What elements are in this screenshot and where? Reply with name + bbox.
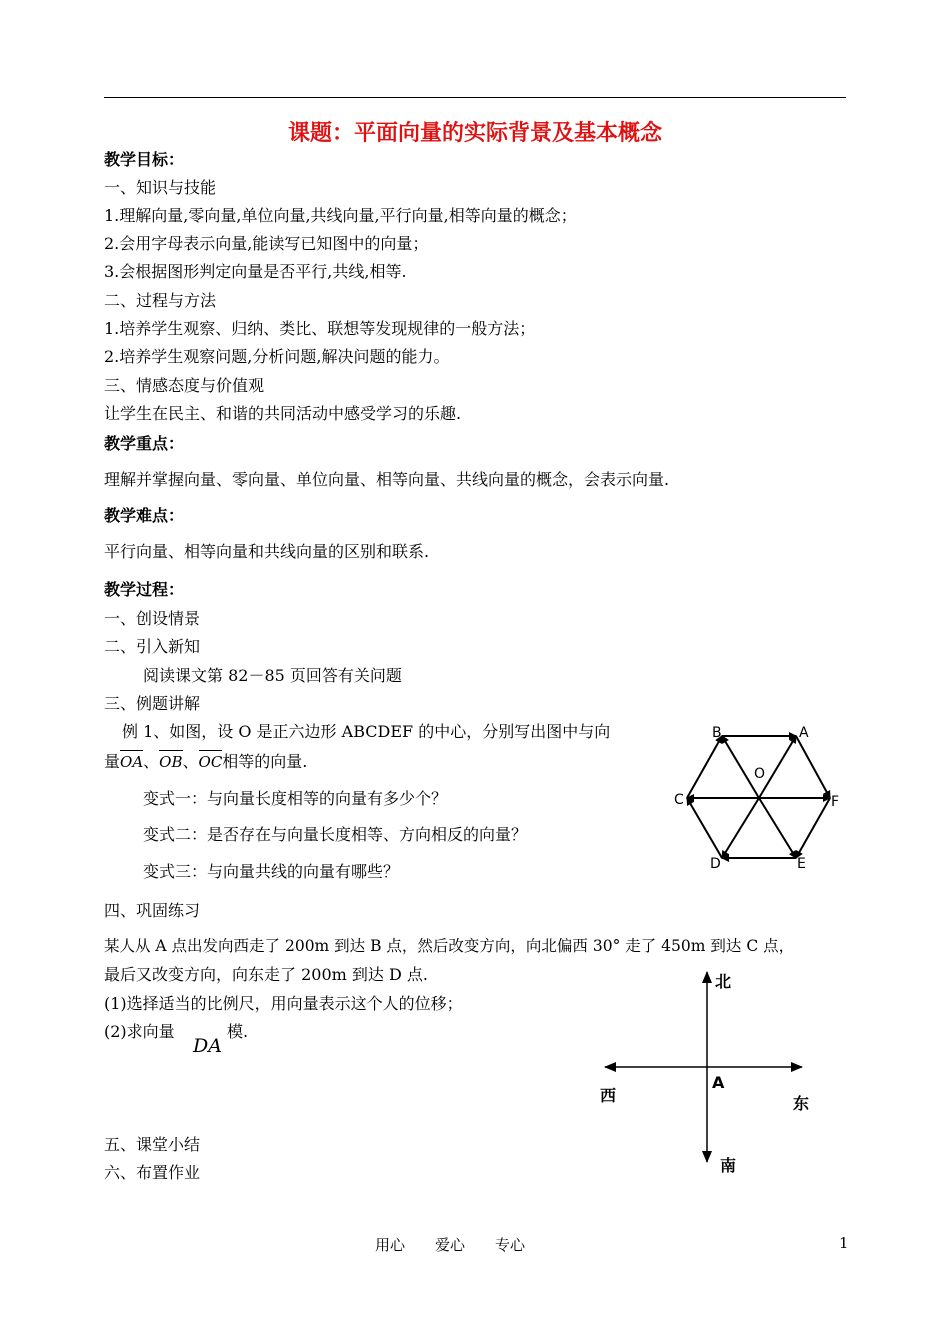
process-5: 五、课堂小结 [104, 1135, 201, 1154]
page-title: 课题：平面向量的实际背景及基本概念 [287, 120, 662, 146]
footer-text: 用心 爱心 专心 [375, 1236, 526, 1254]
vector-da: DA [193, 1035, 222, 1057]
process-2-reading: 阅读课文第 82－85 页回答有关问题 [143, 666, 402, 685]
process-3: 三、例题讲解 [104, 694, 201, 713]
hex-label-d: D [710, 856, 721, 872]
goal-2-2: 2.培养学生观察问题,分析问题,解决问题的能力。 [104, 347, 450, 366]
vector-ob: OB [159, 753, 183, 771]
key-points-text: 理解并掌握向量、零向量、单位向量、相等向量、共线向量的概念，会表示向量. [104, 470, 670, 489]
practice-question-2-suffix: 模. [227, 1022, 249, 1041]
hex-label-c: C [674, 792, 684, 808]
example-1-line-1: 例 1、如图，设 O 是正六边形 ABCDEF 的中心，分别写出图中与向 [122, 722, 611, 741]
vector-oc: OC [198, 753, 223, 771]
goal-2-1: 1.培养学生观察、归纳、类比、联想等发现规律的一般方法； [104, 319, 536, 338]
process-6: 六、布置作业 [104, 1163, 201, 1182]
hexagon-figure [670, 718, 850, 878]
key-points-heading: 教学重点： [104, 434, 185, 453]
process-2: 二、引入新知 [104, 637, 201, 656]
goal-1-1: 1.理解向量,零向量,单位向量,共线向量,平行向量,相等向量的概念； [104, 206, 577, 225]
compass-west: 西 [600, 1086, 617, 1105]
goal-1-3: 3.会根据图形判定向量是否平行,共线,相等. [104, 262, 407, 281]
compass-origin: A [712, 1073, 725, 1092]
goals-heading: 教学目标： [104, 150, 185, 169]
compass-east: 东 [793, 1094, 810, 1113]
practice-line-2: 最后又改变方向，向东走了 200m 到达 D 点. [104, 965, 428, 984]
hex-label-o: O [754, 766, 766, 782]
example-1-suffix: 相等的向量. [222, 752, 308, 771]
practice-question-1: (1)选择适当的比例尺，用向量表示这个人的位移； [104, 994, 463, 1013]
variant-3: 变式三：与向量共线的向量有哪些？ [143, 862, 400, 881]
process-4: 四、巩固练习 [104, 901, 201, 920]
difficulties-heading: 教学难点： [104, 506, 185, 525]
compass-north: 北 [715, 972, 732, 991]
separator: 、 [182, 752, 199, 771]
goal-3-1: 让学生在民主、和谐的共同活动中感受学习的乐趣. [104, 404, 462, 423]
page-number: 1 [839, 1234, 849, 1252]
example-1-line-2 [104, 749, 307, 772]
process-1: 一、创设情景 [104, 609, 201, 628]
difficulties-text: 平行向量、相等向量和共线向量的区别和联系. [104, 542, 430, 561]
hex-label-e: E [797, 856, 806, 872]
section-1-heading: 一、知识与技能 [104, 178, 217, 197]
hex-label-f: F [831, 794, 840, 810]
process-heading: 教学过程： [104, 580, 185, 599]
variant-2: 变式二：是否存在与向量长度相等、方向相反的向量？ [143, 825, 528, 844]
header-rule [104, 97, 846, 98]
hex-label-b: B [712, 725, 722, 741]
section-2-heading: 二、过程与方法 [104, 291, 217, 310]
section-3-heading: 三、情感态度与价值观 [104, 376, 265, 395]
practice-line-1: 某人从 A 点出发向西走了 200m 到达 B 点，然后改变方向，向北偏西 30° 走了 450m 到达 C 点， [104, 937, 795, 955]
compass-figure [600, 970, 840, 1180]
vector-oa: OA [120, 753, 144, 771]
practice-question-2: (2)求向量 [104, 1022, 175, 1041]
variant-1: 变式一：与向量长度相等的向量有多少个？ [143, 789, 448, 808]
goal-1-2: 2.会用字母表示向量,能读写已知图中的向量； [104, 234, 429, 253]
example-1-prefix: 量 [104, 752, 121, 771]
separator: 、 [143, 752, 160, 771]
compass-south: 南 [720, 1156, 737, 1175]
hex-label-a: A [799, 725, 809, 741]
